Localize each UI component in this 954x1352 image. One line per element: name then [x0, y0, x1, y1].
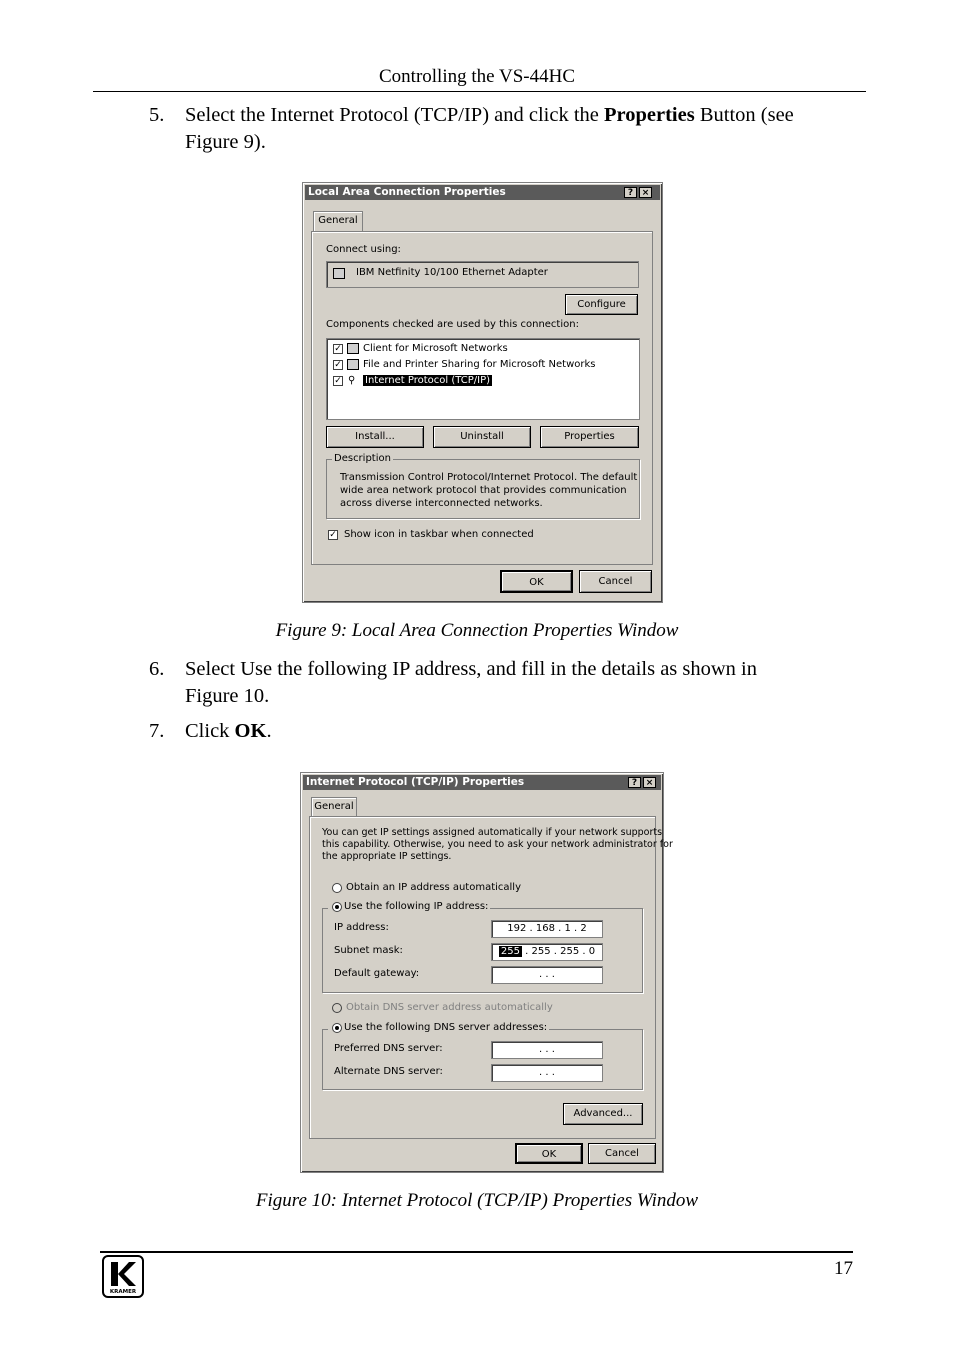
figure-10-caption: Figure 10: Internet Protocol (TCP/IP) Properties Window [255, 1190, 699, 1211]
step-number: 7. [149, 720, 165, 742]
network-adapter-icon [333, 268, 345, 279]
default-gateway-label: Default gateway: [334, 968, 420, 979]
preferred-dns-input[interactable]: . . . [491, 1041, 603, 1059]
intro-text: You can get IP settings assigned automatically if your network supports this capability. Otherwise, you need to ask your network administrator for the appropriate IP settings. [322, 827, 673, 862]
tab-general[interactable]: General [311, 797, 357, 818]
list-item-label: Internet Protocol (TCP/IP) [365, 375, 491, 386]
step-text: Select Use the following IP address, and fill in the details as shown in Figure 10. [185, 658, 757, 707]
obtain-dns-label: Obtain DNS server address automatically [346, 1002, 553, 1013]
description-text: Transmission Control Protocol/Internet Protocol. The default wide area network protocol that provides communication across diverse interconnected networks. [340, 472, 638, 509]
use-dns-radio[interactable] [332, 1023, 342, 1033]
ok-button[interactable]: OK [500, 570, 573, 593]
adapter-name: IBM Netfinity 10/100 Ethernet Adapter [356, 267, 548, 278]
footer-rule [100, 1251, 853, 1253]
uninstall-button[interactable]: Uninstall [433, 426, 531, 448]
kramer-logo-icon [104, 1257, 142, 1296]
header-rule [93, 91, 866, 92]
svg-text:KRAMER: KRAMER [109, 1289, 137, 1295]
ok-button[interactable]: OK [515, 1143, 583, 1164]
dialog-titlebar [305, 185, 660, 200]
dialog-title: Internet Protocol (TCP/IP) Properties [306, 776, 525, 788]
client-icon [347, 343, 359, 354]
tab-general[interactable]: General [313, 211, 363, 232]
properties-button[interactable]: Properties [540, 426, 639, 448]
close-button[interactable]: × [639, 187, 652, 198]
step-number: 6. [149, 658, 165, 680]
obtain-ip-radio[interactable] [332, 883, 342, 893]
step-text: Click OK. [185, 720, 272, 742]
cancel-button[interactable]: Cancel [579, 570, 652, 593]
protocol-icon: ⚲ [348, 375, 356, 386]
show-icon-label: Show icon in taskbar when connected [344, 529, 534, 540]
use-ip-legend: Use the following IP address: [328, 901, 490, 912]
close-button[interactable]: × [643, 777, 656, 788]
list-item[interactable] [333, 375, 633, 389]
lan-properties-dialog [302, 182, 663, 603]
alternate-dns-input[interactable]: . . . [491, 1064, 603, 1082]
components-list[interactable] [326, 338, 640, 420]
components-label: Components checked are used by this connection: [326, 319, 579, 330]
checkbox[interactable]: ✓ [334, 344, 342, 354]
alternate-dns-label: Alternate DNS server: [334, 1066, 443, 1077]
obtain-dns-radio[interactable] [332, 1003, 342, 1013]
description-label: Description [334, 453, 391, 464]
show-icon-checkbox[interactable]: ✓ [329, 530, 337, 540]
step-text: Select the Internet Protocol (TCP/IP) and click the Properties Button (see Figure 9). [185, 104, 794, 153]
connect-using-label: Connect using: [326, 244, 401, 255]
ip-address-label: IP address: [334, 922, 389, 933]
computer-icon [347, 359, 359, 370]
checkbox[interactable]: ✓ [334, 360, 342, 370]
subnet-mask-label: Subnet mask: [334, 945, 403, 956]
dialog-titlebar [303, 775, 661, 790]
step-number: 5. [149, 104, 165, 126]
list-item-label: Client for Microsoft Networks [363, 343, 508, 354]
advanced-button[interactable]: Advanced... [563, 1103, 643, 1125]
figure-9-caption: Figure 9: Local Area Connection Properties Window [275, 620, 679, 641]
use-dns-legend: Use the following DNS server addresses: [328, 1022, 549, 1033]
dialog-title: Local Area Connection Properties [308, 186, 506, 198]
configure-button[interactable]: Configure [565, 294, 638, 315]
list-item-label: File and Printer Sharing for Microsoft Networks [363, 359, 596, 370]
list-item[interactable] [333, 343, 633, 357]
use-ip-radio[interactable] [332, 902, 342, 912]
kramer-logo [102, 1255, 144, 1298]
default-gateway-input[interactable]: . . . [491, 966, 603, 984]
cancel-button[interactable]: Cancel [588, 1143, 656, 1164]
checkbox[interactable]: ✓ [334, 376, 342, 386]
subnet-mask-input[interactable]: 255 . 255 . 255 . 0 [491, 943, 603, 961]
install-button[interactable]: Install... [326, 426, 424, 448]
ip-address-input[interactable]: 192 . 168 . 1 . 2 [491, 920, 603, 938]
page-header-title: Controlling the VS-44HC [379, 66, 575, 87]
help-button[interactable]: ? [624, 187, 637, 198]
adapter-field [326, 261, 639, 288]
page-number: 17 [834, 1258, 853, 1279]
preferred-dns-label: Preferred DNS server: [334, 1043, 443, 1054]
tcpip-properties-dialog [300, 772, 673, 1173]
obtain-ip-label: Obtain an IP address automatically [346, 882, 522, 893]
help-button[interactable]: ? [628, 777, 641, 788]
list-item[interactable] [333, 359, 633, 373]
